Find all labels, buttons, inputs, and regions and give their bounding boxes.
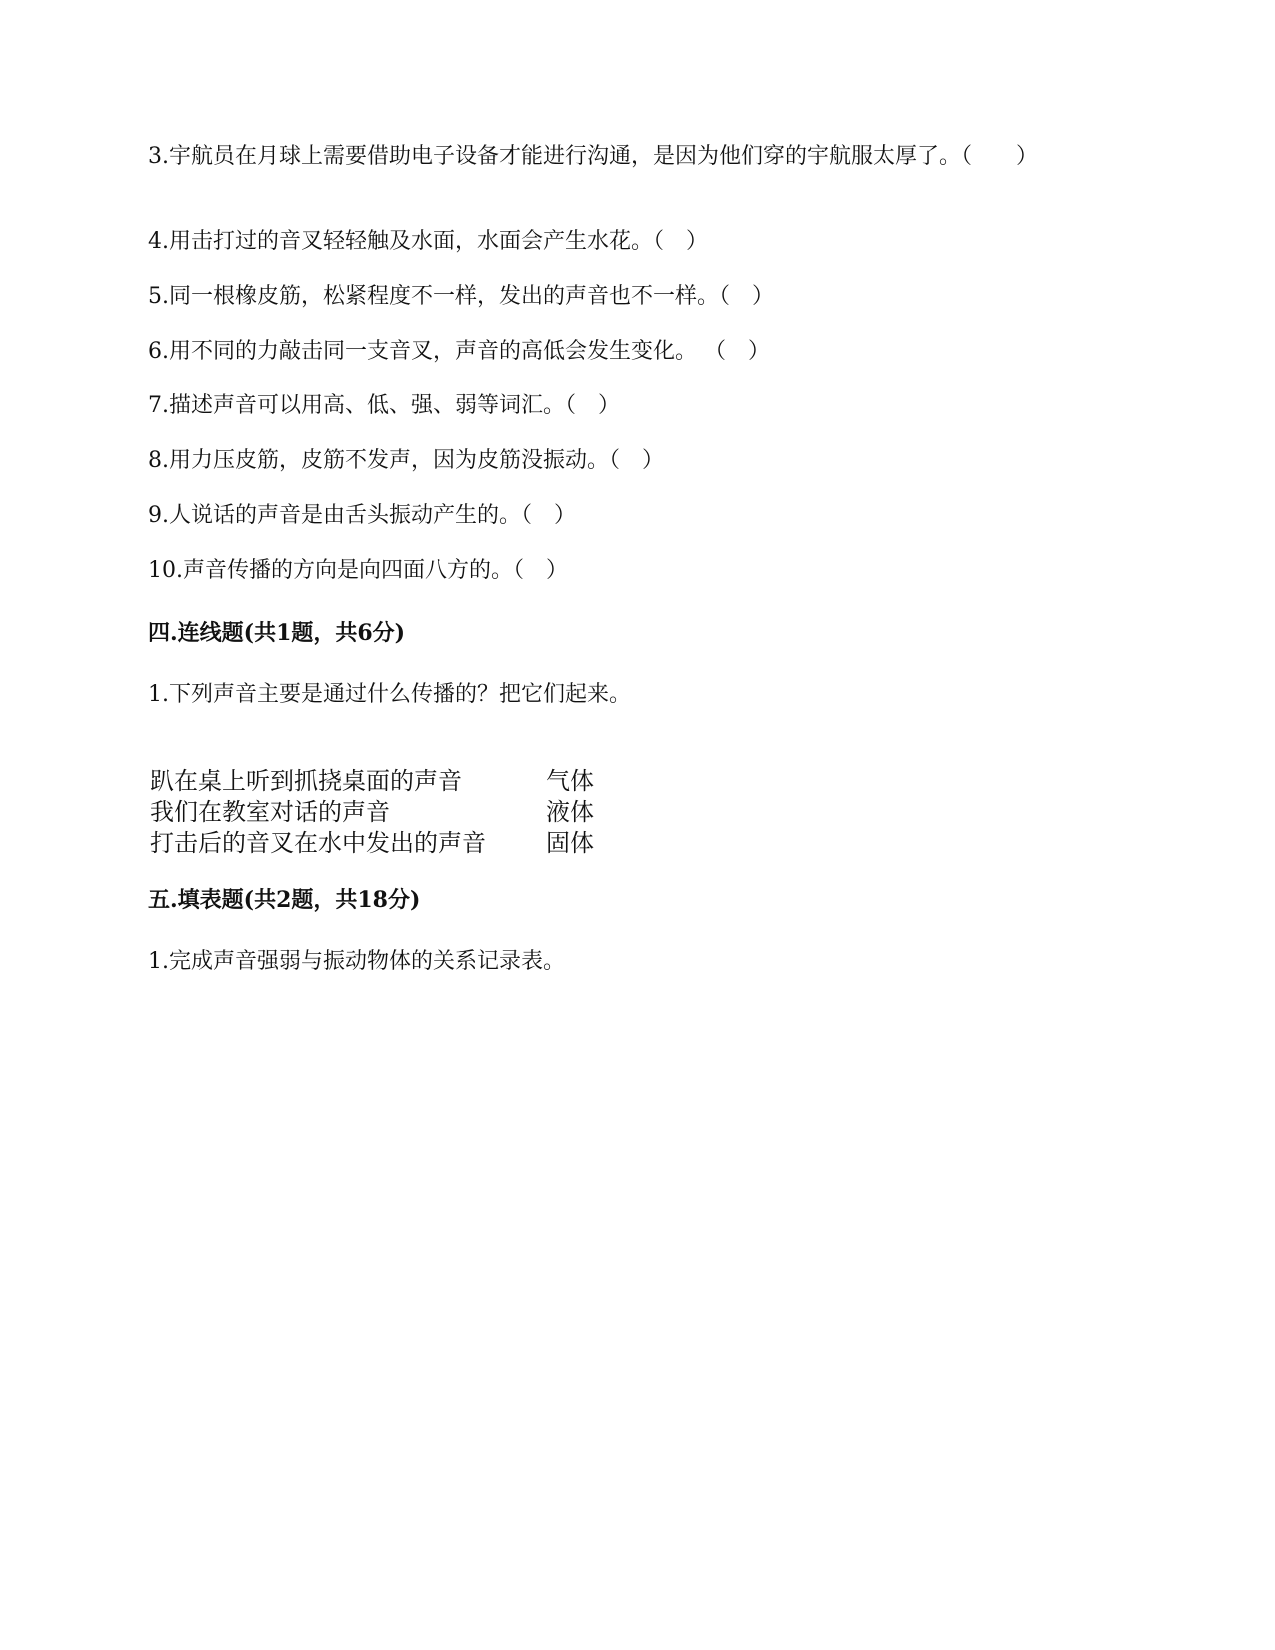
matching-left-item[interactable]: 趴在桌上听到抓挠桌面的声音 [150, 767, 462, 795]
question-10: 10.声音传播的方向是向四面八方的。（ ） [148, 558, 568, 583]
matching-left-item[interactable]: 我们在教室对话的声音 [150, 798, 390, 826]
matching-right-item[interactable]: 液体 [546, 798, 594, 826]
matching-right-item[interactable]: 气体 [546, 767, 594, 795]
section-5-heading: 五.填表题(共2题，共18分) [148, 887, 421, 913]
matching-table [150, 766, 630, 859]
question-5: 5.同一根橡皮筋，松紧程度不一样，发出的声音也不一样。（ ） [148, 284, 774, 309]
section-4-heading: 四.连线题(共1题，共6分) [148, 620, 406, 646]
section-4-question: 1.下列声音主要是通过什么传播的？把它们起来。 [148, 682, 631, 707]
matching-row [150, 828, 630, 859]
question-9: 9.人说话的声音是由舌头振动产生的。（ ） [148, 503, 576, 528]
question-7: 7.描述声音可以用高、低、强、弱等词汇。（ ） [148, 393, 620, 418]
question-4: 4.用击打过的音叉轻轻触及水面，水面会产生水花。（ ） [148, 229, 708, 254]
question-8: 8.用力压皮筋，皮筋不发声，因为皮筋没振动。（ ） [148, 448, 664, 473]
question-6: 6.用不同的力敲击同一支音叉，声音的高低会发生变化。 （ ） [148, 339, 770, 364]
matching-right-item[interactable]: 固体 [546, 829, 594, 857]
matching-left-item[interactable]: 打击后的音叉在水中发出的声音 [150, 829, 486, 857]
section-5-question: 1.完成声音强弱与振动物体的关系记录表。 [148, 949, 565, 974]
matching-row [150, 766, 630, 797]
question-3: 3.宇航员在月球上需要借助电子设备才能进行沟通，是因为他们穿的宇航服太厚了。（ ） [148, 144, 1038, 169]
matching-row [150, 797, 630, 828]
